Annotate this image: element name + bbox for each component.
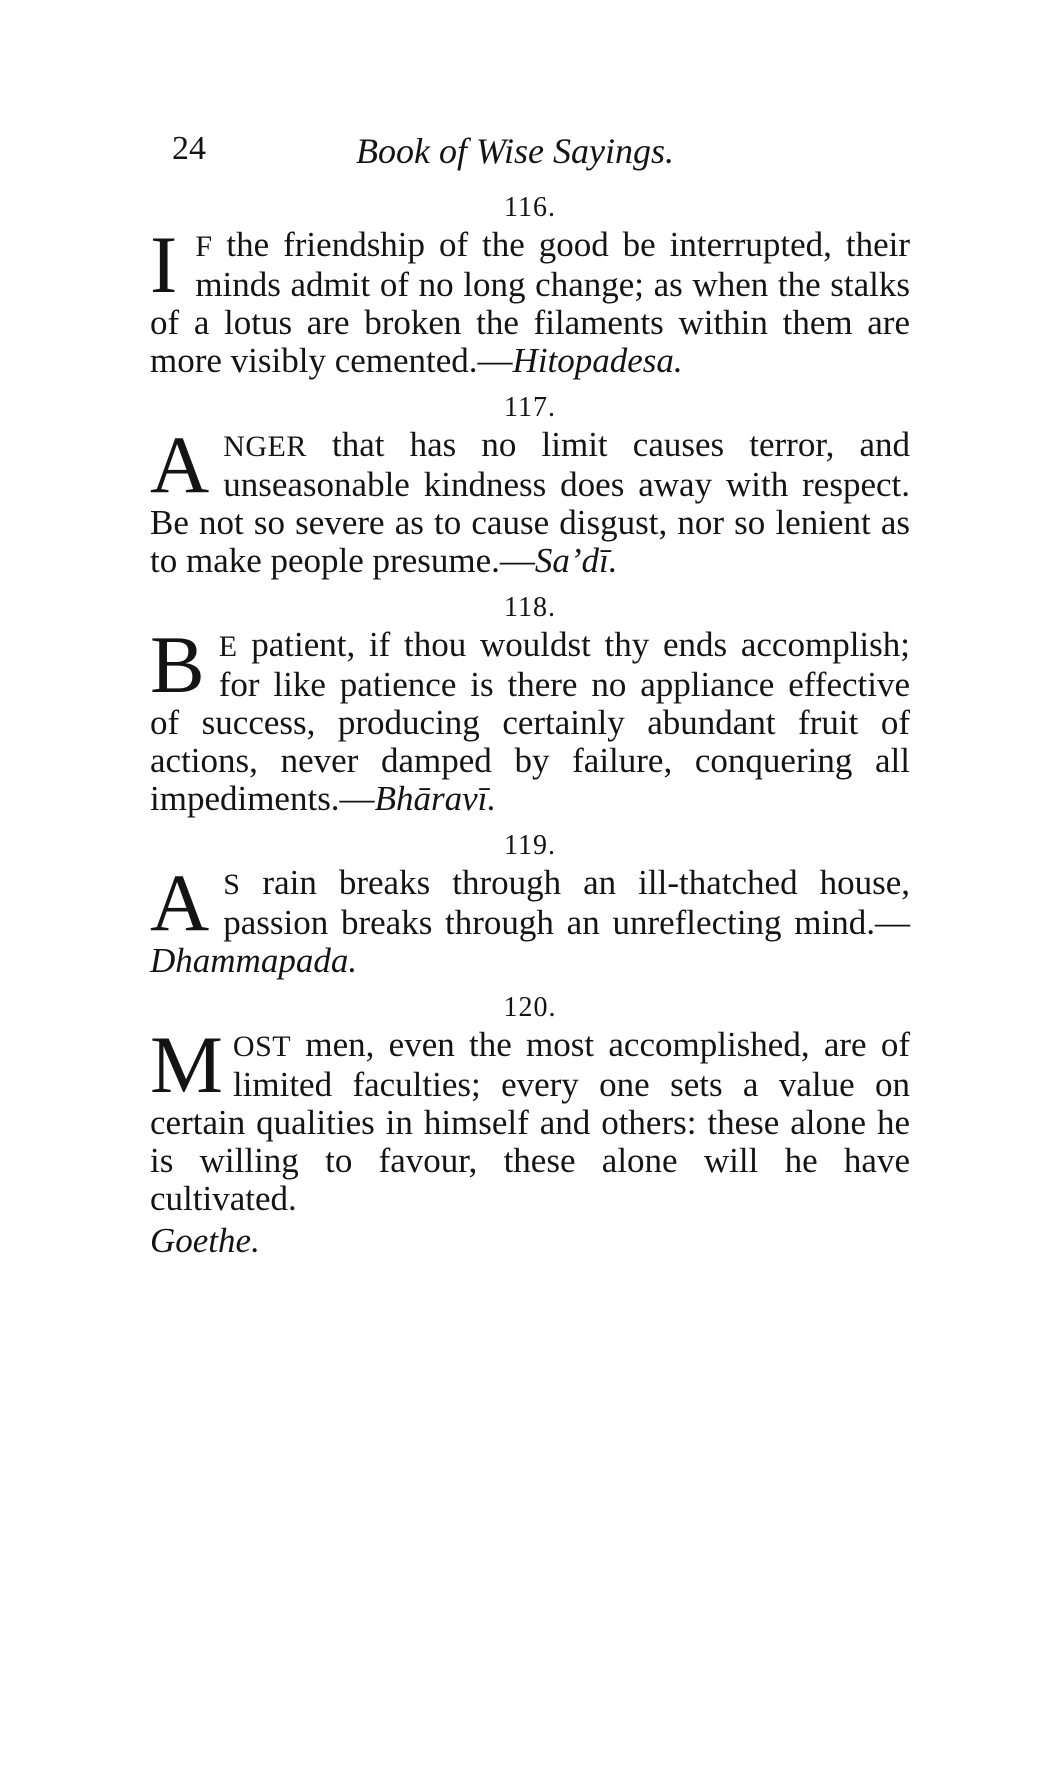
saying-number: 116. [504,192,556,223]
saying-body-text: rain breaks through an ill-thatched house, passion breaks through an unreflecting mind.— [223,863,910,942]
drop-cap-initial: A [150,419,210,510]
first-word-small-caps: S [223,868,241,901]
saying-body-text: that has no limit causes terror, and unseasonable kindness does away with respect. Be not so severe as to cause disgust, nor so lenient as to make people presume.— [150,425,910,580]
saying-116 [150,190,910,380]
drop-cap-initial: B [150,619,205,710]
saying-118 [150,590,910,818]
saying-body-text: the friendship of the good be interrupted, their minds admit of no long change; as when the stalks of a lotus are broken the filaments within them are more visibly cemented.— [150,225,910,380]
saying-body-text: men, even the most accomplished, are of limited faculties; every one sets a value on certain qualities in himself and others: these alone he is willing to favour, these alone will he have cultivated. [150,1025,910,1218]
saying-text [150,1019,910,1260]
saying-number: 118. [504,592,556,623]
saying-text [150,857,910,980]
attribution: Goethe. [150,1221,260,1260]
saying-119 [150,828,910,980]
page-header [150,130,910,180]
saying-120 [150,990,910,1260]
drop-cap-initial: I [150,219,178,310]
page-number: 24 [172,130,206,167]
drop-cap-initial: A [150,857,210,948]
saying-number: 117. [504,392,556,423]
saying-text [150,619,910,818]
attribution: Sa’dī. [534,541,618,580]
first-word-small-caps: E [218,630,238,663]
first-word-small-caps: NGER [223,430,307,463]
running-title: Book of Wise Sayings. [356,131,674,171]
first-word-small-caps: OST [232,1030,292,1063]
book-page [150,130,910,1260]
attribution: Hitopadesa. [512,341,683,380]
saying-117 [150,390,910,580]
saying-number: 119. [504,830,556,861]
drop-cap-initial: M [150,1019,223,1110]
saying-body-text: patient, if thou wouldst thy ends accomplish; for like patience is there no appliance effective of success, producing certainly abundant fruit of actions, never damped by failure, conquering all impediments.— [150,625,910,818]
attribution: Bhāravī. [374,779,497,818]
first-word-small-caps: F [195,230,213,263]
saying-text [150,419,910,580]
saying-text [150,219,910,380]
saying-number: 120. [503,992,557,1023]
attribution: Dhammapada. [150,941,358,980]
